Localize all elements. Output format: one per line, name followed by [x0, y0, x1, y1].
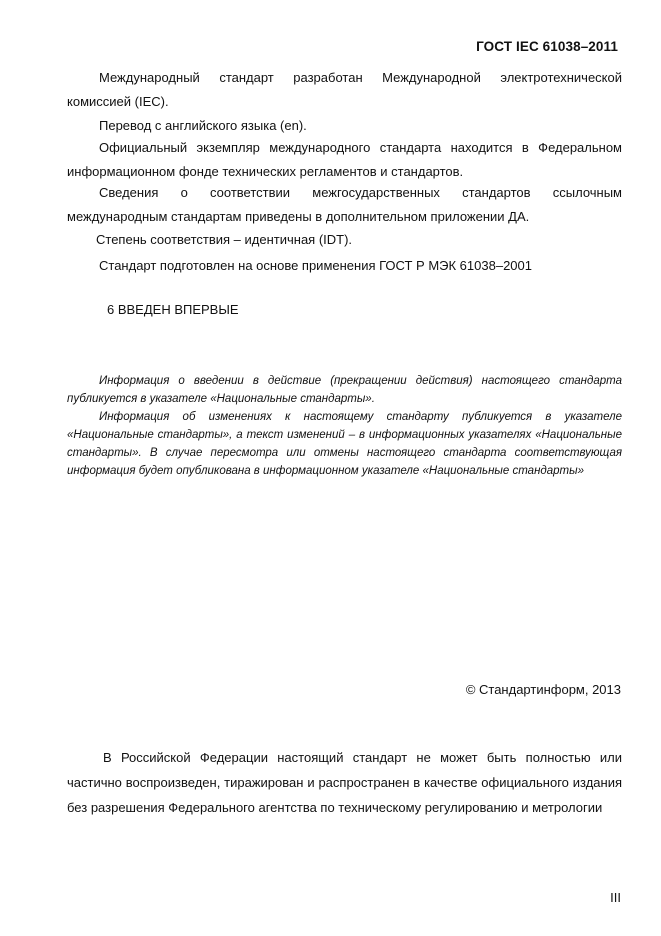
- notice-changes-info: Информация об изменениях к настоящему стандарту публикуется в указателе «Национальные стандарты», а текст изменений – в информационных указателях «Национальные стандарты». В случае пересмотра или отмены настоящего стандарта соответствующая информация будет опубликована в информационном указателе «Национальные стандарты»: [67, 411, 622, 477]
- section-6-heading: 6 ВВЕДЕН ВПЕРВЫЕ: [107, 302, 239, 317]
- preface-developed-by: Международный стандарт разработан Международной электротехнической комиссией (IEC).: [67, 70, 622, 109]
- notice-effect-info: Информация о введении в действие (прекращении действия) настоящего стандарта публикуется в указателе «Национальные стандарты».: [67, 375, 622, 405]
- preface-degree: Степень соответствия – идентичная (IDT).: [96, 232, 353, 247]
- preface-official-copy: Официальный экземпляр международного стандарта находится в Федеральном информационном фонде технических регламентов и стандартов.: [67, 140, 622, 179]
- reproduction-rights-notice: В Российской Федерации настоящий стандарт не может быть полностью или частично воспроизведен, тиражирован и распространен в качестве официального издания без разрешения Федерального агентства по техническому регулированию и метрологии: [67, 750, 622, 815]
- standard-code-header: ГОСТ IEC 61038–2011: [476, 39, 618, 54]
- copyright-line: © Стандартинформ, 2013: [465, 682, 621, 697]
- preface-conformity-info: Сведения о соответствии межгосударственных стандартов ссылочным международным стандартам приведены в дополнительном приложении ДА.: [67, 185, 622, 224]
- preface-translation: Перевод с английского языка (en).: [99, 118, 307, 133]
- page-number: III: [610, 890, 621, 905]
- preface-prepared-basis: Стандарт подготовлен на основе применения ГОСТ Р МЭК 61038–2001: [99, 258, 532, 273]
